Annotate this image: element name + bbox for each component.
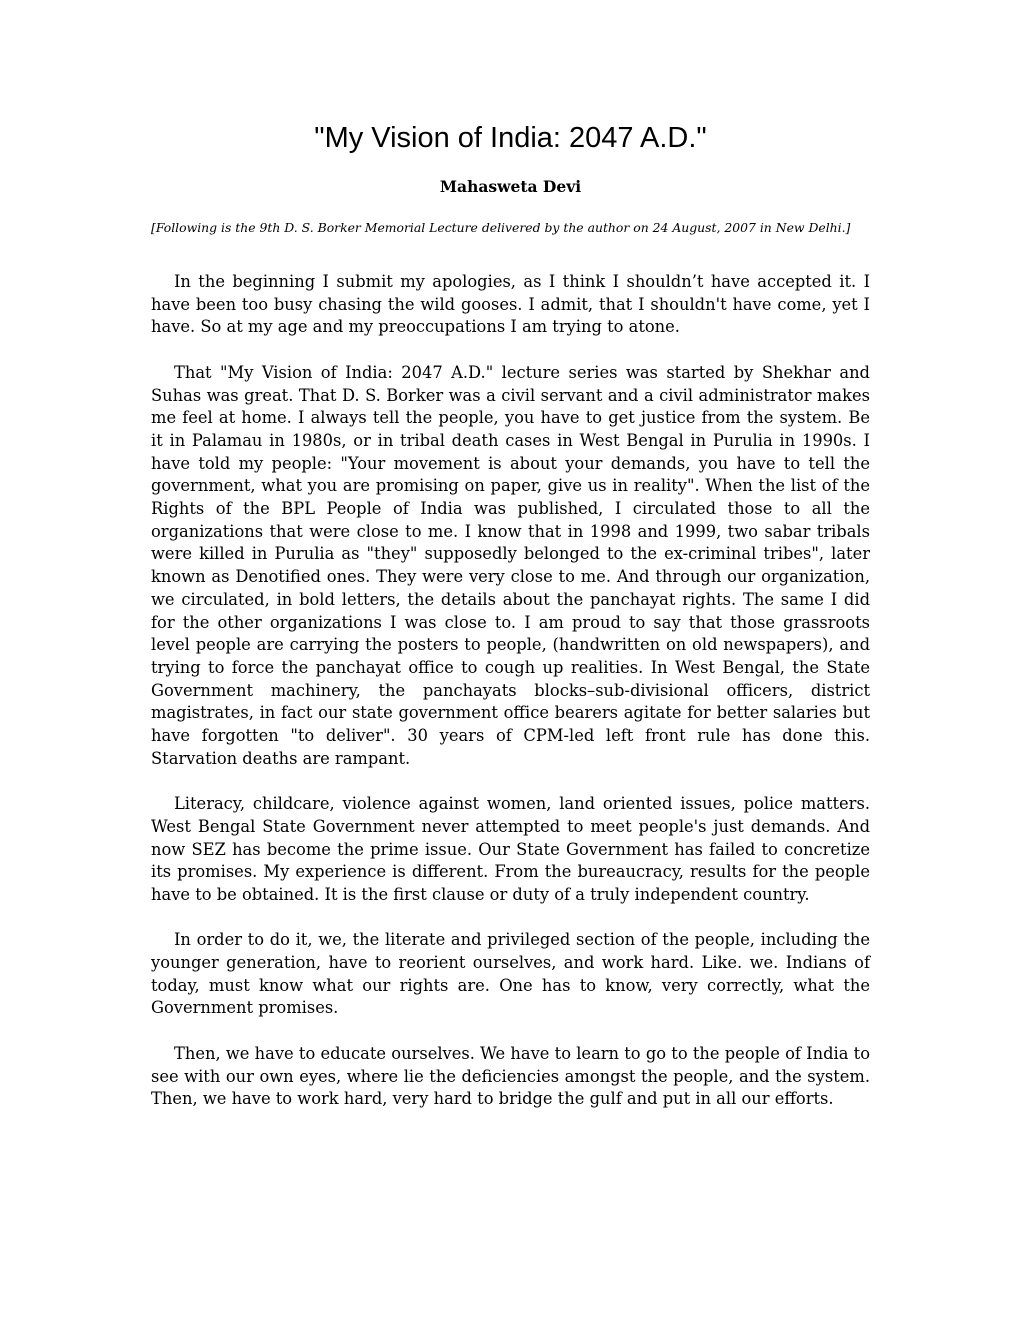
lecture-note: [Following is the 9th D. S. Borker Memorial Lecture delivered by the author on 24 August, 2007 in New Delhi.]: [151, 220, 851, 235]
document-body: [151, 271, 870, 1134]
paragraph-4: In order to do it, we, the literate and privileged section of the people, including the younger generation, have to reorient ourselves, and work hard. Like. we. Indians of today, must know what our rights are. One has to know, very correctly, what the Government promises.: [151, 930, 870, 1018]
paragraph-3: Literacy, childcare, violence against women, land oriented issues, police matters. West Bengal State Government never attempted to meet people's just demands. And now SEZ has become the prime issue. Our State Government has failed to concretize its promises. My experience is different. From the bureaucracy, results for the people have to be obtained. It is the first clause or duty of a truly independent country.: [151, 794, 870, 904]
author-name: Mahasweta Devi: [439, 177, 582, 196]
paragraph-5: Then, we have to educate ourselves. We have to learn to go to the people of India to see with our own eyes, where lie the deficiencies amongst the people, and the system. Then, we have to work hard, very hard to bridge the gulf and put in all our efforts.: [151, 1043, 870, 1109]
paragraph-1: In the beginning I submit my apologies, as I think I shouldn’t have accepted it. I have been too busy chasing the wild gooses. I admit, that I shouldn't have come, yet I have. So at my age and my preoccupations I am trying to atone.: [151, 272, 870, 337]
document-title: "My Vision of India: 2047 A.D.": [314, 122, 707, 154]
paragraph-2: That "My Vision of India: 2047 A.D." lecture series was started by Shekhar and Suhas was great. That D. S. Borker was a civil servant and a civil administrator makes me feel at home. I always tell the people, you have to get justice from the system. Be it in Palamau in 1980s, or in tribal death cases in West Bengal in Purulia in 1990s. I have told my people: "Your movement is about your demands, you have to tell the government, what you are promising on paper, give us in reality". When the list of the Rights of the BPL People of India was published, I circulated those to all the organizations that were close to me. I know that in 1998 and 1999, two sabar tribals were killed in Purulia as "they" supposedly belonged to the ex-criminal tribes", later known as Denotified ones. They were very close to me. And through our organization, we circulated, in bold letters, the details about the panchayat rights. The same I did for the other organizations I was close to. I am proud to say that those grassroots level people are carrying the posters to people, (handwritten on old newspapers), and trying to force the panchayat office to cough up realities. In West Bengal, the State Government machinery, the panchayats blocks–sub-divisional officers, district magistrates, in fact our state government office bearers agitate for better salaries but have forgotten "to deliver". 30 years of CPM-led left front rule has done this. Starvation deaths are rampant.: [151, 362, 870, 768]
